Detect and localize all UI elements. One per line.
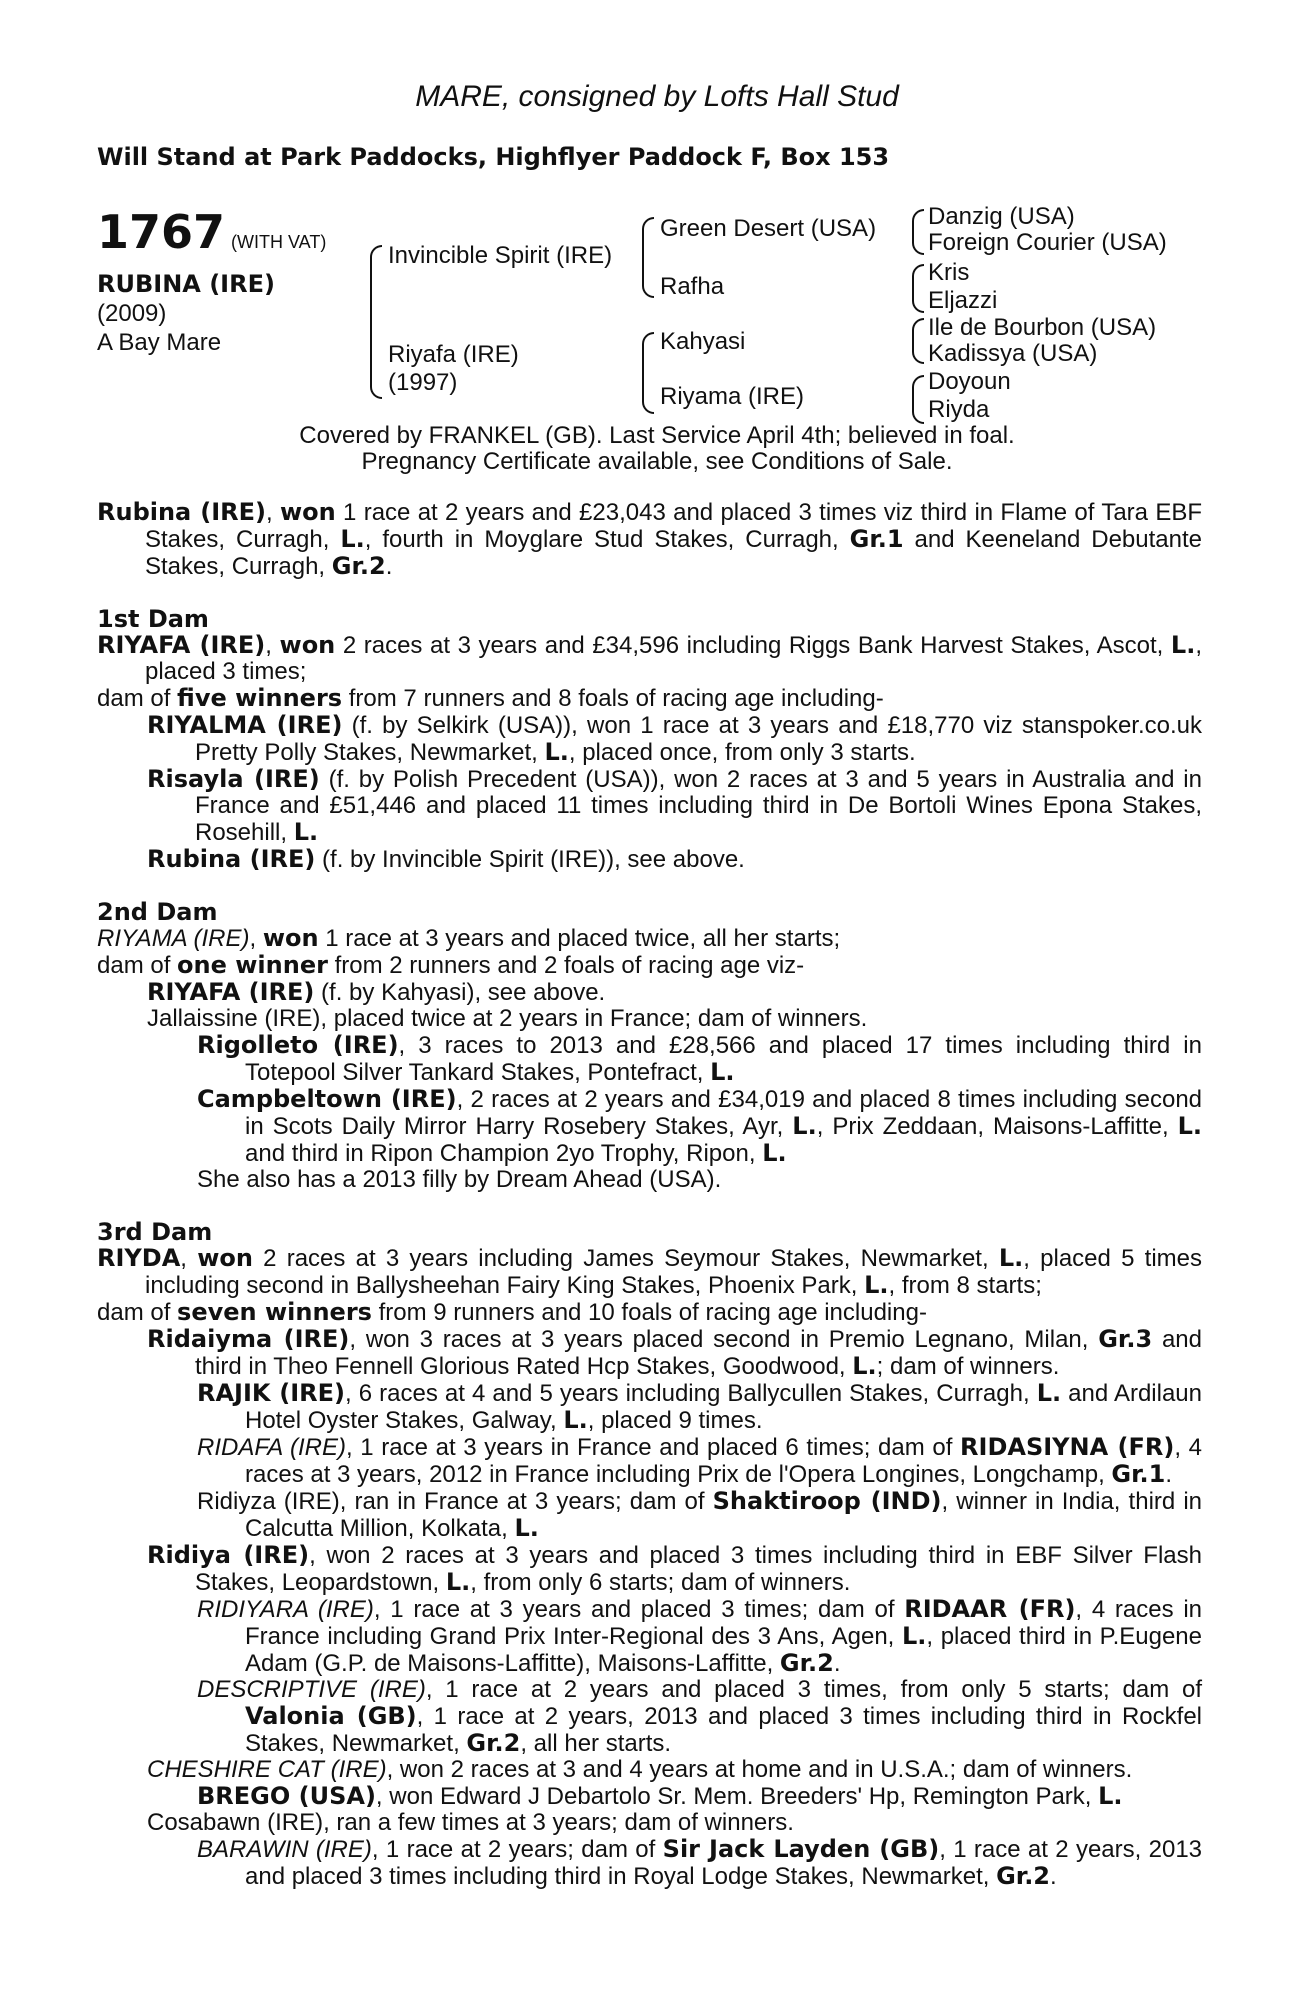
list-item: BREGO (USA), won Edward J Debartolo Sr. Mem. Breeders' Hp, Remington Park, L. bbox=[197, 1782, 1123, 1810]
horse-info bbox=[97, 270, 275, 357]
ped-dsd: Kadissya (USA) bbox=[928, 340, 1098, 367]
ped-dam-year: (1997) bbox=[388, 369, 458, 396]
ped-sss: Danzig (USA) bbox=[928, 203, 1075, 230]
first-dam-produce: dam of five winners from 7 runners and 8 foals of racing age including- bbox=[97, 684, 884, 712]
first-dam-heading: 1st Dam bbox=[97, 605, 209, 633]
horse-year: (2009) bbox=[97, 300, 167, 327]
list-item: RIDIYARA (IRE), 1 race at 3 years and placed 3 times; dam of RIDAAR (FR), 4 races in France including Grand Prix Inter-Regional des 3 Ans, Agen, L., placed third in P.Eugene Adam (G.P. de Maisons-Laffitte), Maisons-Laffitte, Gr.2. bbox=[197, 1595, 1202, 1677]
pregnancy-line: Pregnancy Certificate available, see Conditions of Sale. bbox=[361, 448, 953, 475]
page-title: MARE, consigned by Lofts Hall Stud bbox=[415, 80, 899, 113]
second-dam-produce: dam of one winner from 2 runners and 2 foals of racing age viz- bbox=[97, 951, 805, 979]
list-item: CHESHIRE CAT (IRE), won 2 races at 3 and 4 years at home and in U.S.A.; dam of winners. bbox=[147, 1756, 1133, 1783]
list-item: Ridiyza (IRE), ran in France at 3 years; dam of Shaktiroop (IND), winner in India, third in Calcutta Million, Kolkata, L. bbox=[197, 1487, 1202, 1542]
second-dam-heading: 2nd Dam bbox=[97, 898, 218, 926]
list-item: RIYAFA (IRE) (f. by Kahyasi), see above. bbox=[147, 978, 606, 1006]
ped-dds: Doyoun bbox=[928, 368, 1011, 395]
third-dam-heading: 3rd Dam bbox=[97, 1218, 213, 1246]
brace-dam bbox=[642, 332, 654, 414]
third-dam-produce: dam of seven winners from 9 runners and 10 foals of racing age including- bbox=[97, 1298, 927, 1326]
list-item: RAJIK (IRE), 6 races at 4 and 5 years including Ballycullen Stakes, Curragh, L. and Ardilaun Hotel Oyster Stakes, Galway, L., placed 9 times. bbox=[197, 1379, 1202, 1434]
list-item: She also has a 2013 filly by Dream Ahead (USA). bbox=[197, 1166, 722, 1193]
ped-ssd: Foreign Courier (USA) bbox=[928, 229, 1167, 256]
list-item: BARAWIN (IRE), 1 race at 2 years; dam of Sir Jack Layden (GB), 1 race at 2 years, 2013 and placed 3 times including third in Royal Lodge Stakes, Newmarket, Gr.2. bbox=[197, 1835, 1203, 1890]
list-item: Ridaiyma (IRE), won 3 races at 3 years placed second in Premio Legnano, Milan, Gr.3 and third in Theo Fennell Glorious Rated Hcp Stakes, Goodwood, L.; dam of winners. bbox=[147, 1325, 1202, 1380]
lot-header bbox=[97, 205, 326, 259]
ped-ss: Green Desert (USA) bbox=[660, 215, 877, 242]
brace-sd bbox=[912, 264, 924, 313]
third-dam-record: RIYDA, won 2 races at 3 years including James Seymour Stakes, Newmarket, L., placed 5 times including second in Ballysheehan Fairy King Stakes, Phoenix Park, L., from 8 starts; bbox=[97, 1244, 1202, 1299]
list-item: Rigolleto (IRE), 3 races to 2013 and £28,566 and placed 17 times including third in Totepool Silver Tankard Stakes, Pontefract, L. bbox=[197, 1031, 1202, 1086]
lot-number: 1767 bbox=[97, 205, 226, 259]
catalogue-body bbox=[97, 499, 1202, 1890]
stand-location: Will Stand at Park Paddocks, Highflyer Paddock F, Box 153 bbox=[97, 143, 890, 171]
list-item: Rubina (IRE) (f. by Invincible Spirit (IRE)), see above. bbox=[147, 845, 745, 873]
ped-sds: Kris bbox=[928, 259, 970, 286]
brace-ds bbox=[912, 318, 924, 364]
ped-ddd: Riyda bbox=[928, 396, 990, 423]
horse-description: A Bay Mare bbox=[97, 329, 222, 356]
ped-sdd: Eljazzi bbox=[928, 287, 998, 314]
list-item: RIYALMA (IRE) (f. by Selkirk (USA)), won 1 race at 3 years and £18,770 viz stanspoker.co.uk Pretty Polly Stakes, Newmarket, L., placed once, from only 3 starts. bbox=[147, 711, 1202, 766]
list-item: DESCRIPTIVE (IRE), 1 race at 2 years and placed 3 times, from only 5 starts; dam of Valonia (GB), 1 race at 2 years, 2013 and placed 3 times including third in Rockfel Stakes, Newmarket, Gr.2, all her starts. bbox=[197, 1676, 1202, 1757]
list-item: Ridiya (IRE), won 2 races at 3 years and placed 3 times including third in EBF Silver Flash Stakes, Leopardstown, L., from only 6 starts; dam of winners. bbox=[147, 1541, 1202, 1596]
list-item: Cosabawn (IRE), ran a few times at 3 years; dam of winners. bbox=[147, 1809, 794, 1836]
list-item: Risayla (IRE) (f. by Polish Precedent (USA)), won 2 races at 3 and 5 years in Australia and in France and £51,446 and placed 11 times including third in De Bortoli Wines Epona Stakes, Rosehill, L. bbox=[147, 765, 1202, 846]
intro-paragraph: Rubina (IRE), won 1 race at 2 years and £23,043 and placed 3 times viz third in Flame of Tara EBF Stakes, Curragh, L., fourth in Moyglare Stud Stakes, Curragh, Gr.1 and Keeneland Debutante Stakes, Curragh, Gr.2. bbox=[97, 498, 1203, 580]
ped-sd: Rafha bbox=[660, 273, 725, 300]
ped-ds: Kahyasi bbox=[660, 328, 746, 355]
ped-sire: Invincible Spirit (IRE) bbox=[388, 242, 613, 269]
covering-line: Covered by FRANKEL (GB). Last Service April 4th; believed in foal. bbox=[299, 422, 1015, 449]
list-item: Campbeltown (IRE), 2 races at 2 years and £34,019 and placed 8 times including second in Scots Daily Mirror Harry Rosebery Stakes, Ayr, L., Prix Zeddaan, Maisons-Laffitte, L. and third in Ripon Champion 2yo Trophy, Ripon, L. bbox=[197, 1085, 1203, 1167]
ped-dss: Ile de Bourbon (USA) bbox=[928, 314, 1157, 341]
brace-ss bbox=[912, 209, 924, 255]
vat-note: (WITH VAT) bbox=[231, 232, 327, 252]
ped-dd: Riyama (IRE) bbox=[660, 383, 805, 410]
second-dam-record: RIYAMA (IRE), won 1 race at 3 years and placed twice, all her starts; bbox=[97, 924, 841, 952]
brace-sire bbox=[642, 217, 654, 298]
list-item: RIDAFA (IRE), 1 race at 3 years in France and placed 6 times; dam of RIDASIYNA (FR), 4 races at 3 years, 2012 in France including Prix de l'Opera Longines, Longchamp, Gr.1. bbox=[197, 1433, 1203, 1488]
first-dam-record: RIYAFA (IRE), won 2 races at 3 years and £34,596 including Riggs Bank Harvest Stakes, Ascot, L., placed 3 times; bbox=[97, 631, 1202, 685]
brace-gen1 bbox=[370, 245, 382, 399]
ped-dam: Riyafa (IRE) bbox=[388, 341, 519, 368]
horse-name: RUBINA (IRE) bbox=[97, 270, 275, 298]
list-item: Jallaissine (IRE), placed twice at 2 years in France; dam of winners. bbox=[147, 1005, 868, 1032]
brace-dd bbox=[912, 375, 924, 424]
